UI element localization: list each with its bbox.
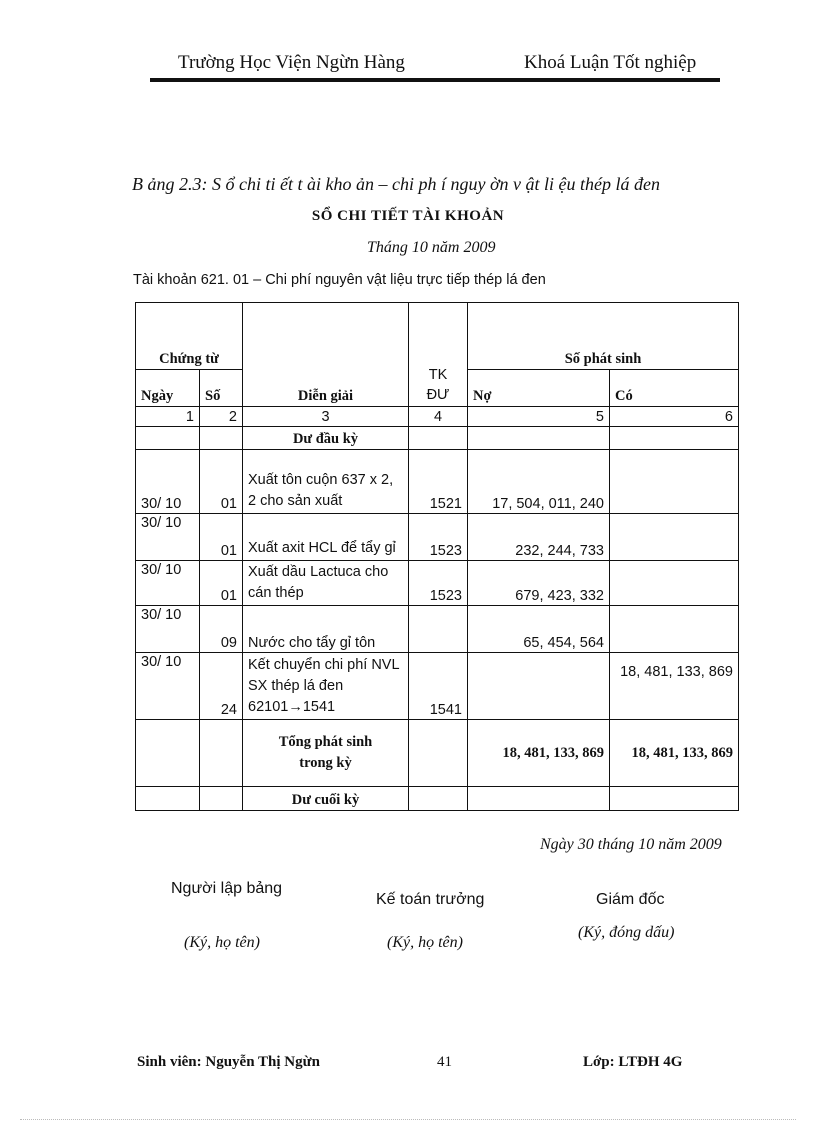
row-description: Xuất dầu Lactuca cho cán thép (243, 561, 409, 606)
row-debit (468, 653, 610, 720)
total-row (136, 720, 739, 787)
row-number: 01 (200, 450, 243, 514)
row-date: 30/ 10 (136, 606, 200, 653)
table-row (136, 514, 739, 561)
number-header: Số (200, 370, 243, 407)
row-credit (610, 450, 739, 514)
footer-class: Lớp: LTĐH 4G (583, 1054, 683, 1070)
total-label: Tổng phát sinh trong kỳ (243, 720, 409, 787)
col-index: 2 (200, 407, 243, 427)
total-debit: 18, 481, 133, 869 (468, 720, 610, 787)
date-header: Ngày (136, 370, 200, 407)
header-rule (150, 78, 720, 82)
row-date: 30/ 10 (136, 450, 200, 514)
col-index: 6 (610, 407, 739, 427)
header-school: Trường Học Viện Ngừn Hàng (178, 52, 405, 73)
ledger-table (135, 302, 739, 811)
row-number: 24 (200, 653, 243, 720)
row-date: 30/ 10 (136, 561, 200, 606)
row-credit: 18, 481, 133, 869 (610, 653, 739, 720)
voucher-header: Chứng từ (136, 303, 243, 370)
signature-note-chief-accountant: (Ký, họ tên) (387, 934, 463, 951)
table-caption: B ảng 2.3: S ổ chi ti ết t ài kho ản – chi ph í nguy ờn v ật li ệu thép lá đen (132, 174, 661, 194)
row-credit (610, 561, 739, 606)
signature-title-preparer: Người lập bảng (171, 880, 283, 897)
row-debit: 65, 454, 564 (468, 606, 610, 653)
row-tk: 1523 (409, 514, 468, 561)
row-credit (610, 606, 739, 653)
row-description: Kết chuyển chi phí NVL SX thép lá đen 62101→1541 (243, 653, 409, 720)
signature-title-chief-accountant: Kế toán trưởng (376, 891, 485, 908)
closing-balance-row (136, 787, 739, 811)
account-line: Tài khoản 621. 01 – Chi phí nguyên vật liệu trực tiếp thép lá đen (133, 272, 546, 288)
debit-header: Nợ (468, 370, 610, 407)
table-row (136, 561, 739, 606)
total-credit: 18, 481, 133, 869 (610, 720, 739, 787)
row-debit: 679, 423, 332 (468, 561, 610, 606)
row-date: 30/ 10 (136, 514, 200, 561)
opening-balance-row (136, 427, 739, 450)
row-tk (409, 606, 468, 653)
period: Tháng 10 năm 2009 (367, 239, 496, 256)
signature-title-director: Giám đốc (596, 891, 665, 908)
row-tk: 1541 (409, 653, 468, 720)
signing-date: Ngày 30 tháng 10 năm 2009 (540, 836, 722, 853)
column-index-row (136, 407, 739, 427)
row-number: 01 (200, 561, 243, 606)
page-edge-dots (20, 1119, 796, 1120)
row-description: Xuất axit HCL để tẩy gỉ (243, 514, 409, 561)
signature-note-preparer: (Ký, họ tên) (184, 934, 260, 951)
credit-header: Có (610, 370, 739, 407)
row-debit: 17, 504, 011, 240 (468, 450, 610, 514)
tk-du-header: TK ĐƯ (409, 303, 468, 407)
row-description: Xuất tôn cuộn 637 x 2, 2 cho sản xuất (243, 450, 409, 514)
closing-balance-label: Dư cuối kỳ (243, 787, 409, 811)
col-index: 1 (136, 407, 200, 427)
table-row (136, 606, 739, 653)
col-index: 3 (243, 407, 409, 427)
col-index: 5 (468, 407, 610, 427)
table-row (136, 450, 739, 514)
row-description: Nước cho tẩy gỉ tôn (243, 606, 409, 653)
signature-note-director: (Ký, đóng dấu) (578, 924, 675, 941)
row-number: 01 (200, 514, 243, 561)
row-date: 30/ 10 (136, 653, 200, 720)
row-tk: 1521 (409, 450, 468, 514)
page-number: 41 (437, 1054, 452, 1070)
col-index: 4 (409, 407, 468, 427)
row-tk: 1523 (409, 561, 468, 606)
footer-student: Sinh viên: Nguyễn Thị Ngừn (137, 1054, 320, 1070)
row-debit: 232, 244, 733 (468, 514, 610, 561)
table-row (136, 653, 739, 720)
document-title: SỔ CHI TIẾT TÀI KHOẢN (311, 208, 505, 224)
row-credit (610, 514, 739, 561)
header-row-1 (136, 303, 739, 370)
opening-balance-label: Dư đầu kỳ (243, 427, 409, 450)
amount-header: Số phát sinh (468, 303, 739, 370)
row-number: 09 (200, 606, 243, 653)
header-thesis: Khoá Luận Tốt nghiệp (524, 52, 697, 73)
description-header: Diễn giải (243, 303, 409, 407)
